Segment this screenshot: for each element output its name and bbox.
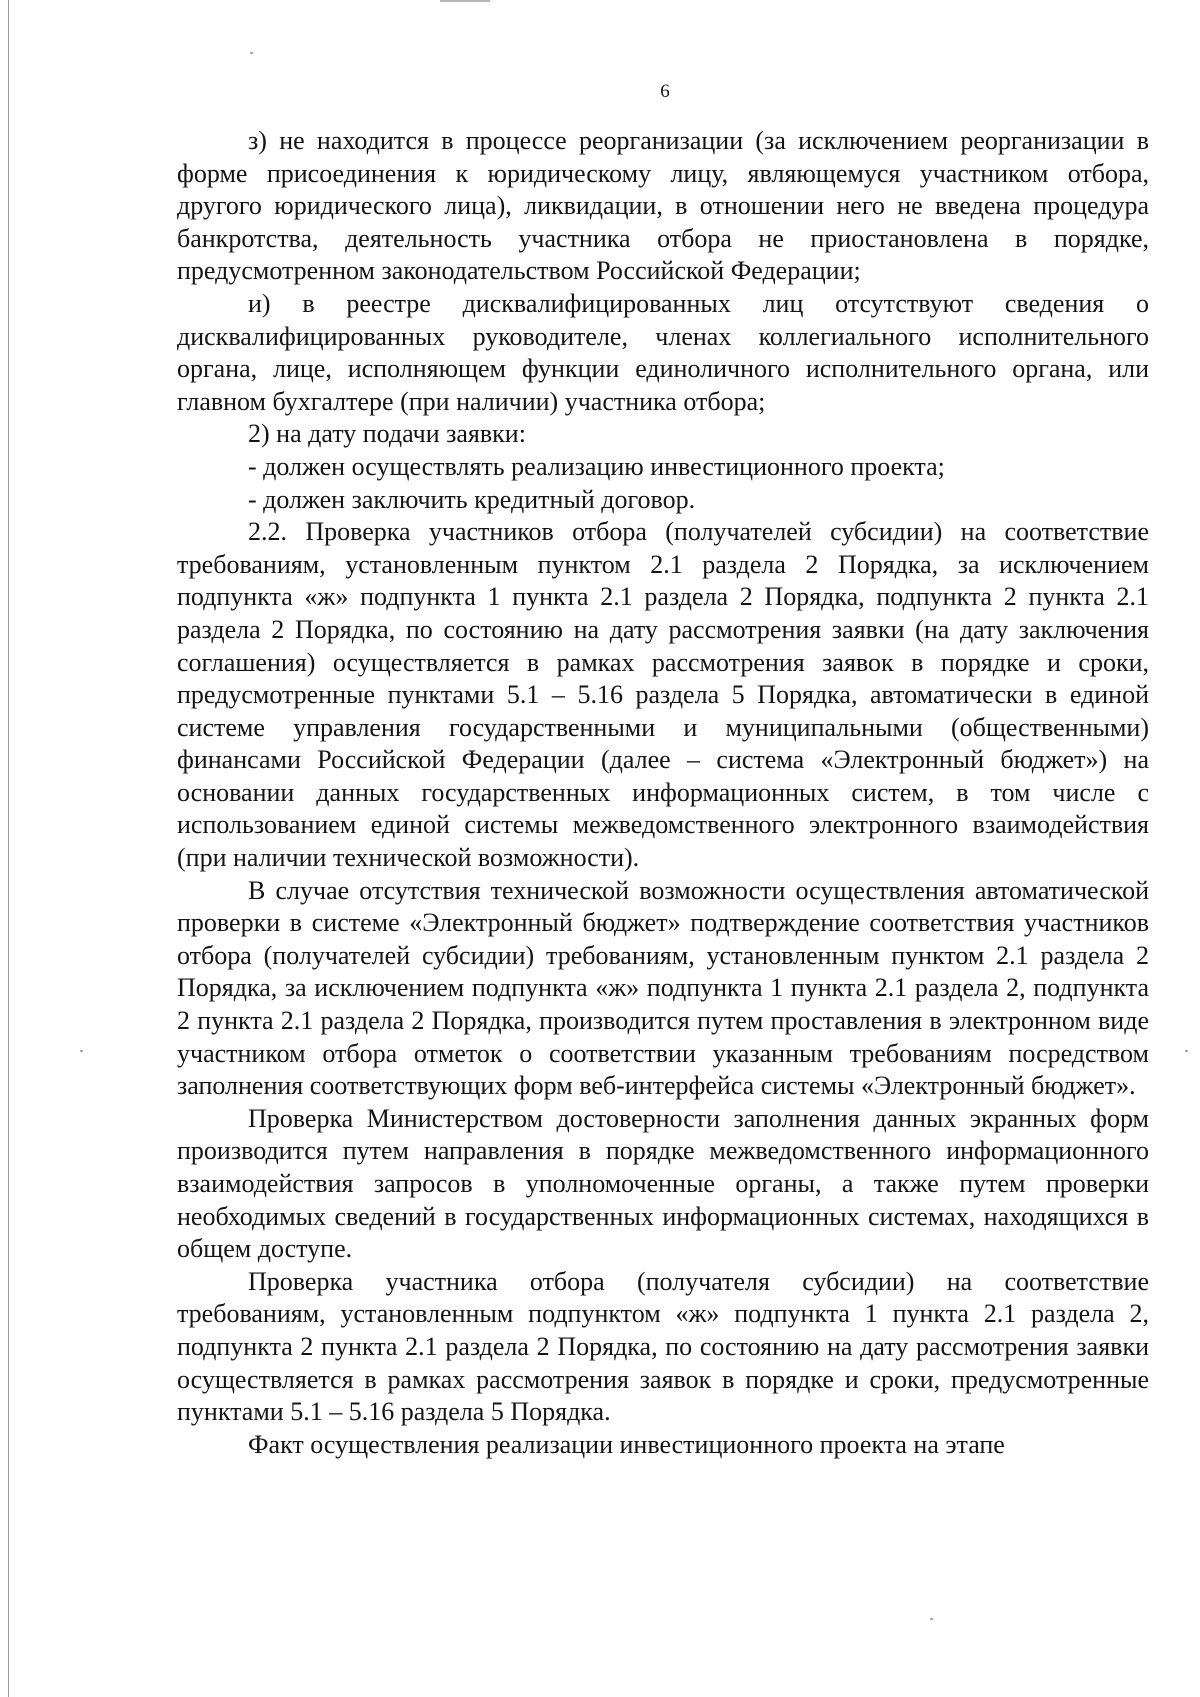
scan-speck [1185,1050,1188,1052]
list-item-dash: - должен заключить кредитный договор. [248,484,696,514]
list-item-dash: - должен осуществлять реализацию инвестиционного проекта; [248,451,945,481]
paragraph-manual-check: В случае отсутствия технической возможности осуществления автоматической проверки в системе «Электронный бюджет» подтверждение соответствия участников отбора (получателей субсидии) требованиям, установленным пунктом 2.1 раздела 2 Порядка, за исключением подпункта «ж» подпункта 1 пункта 2.1 раздела 2, подпункта 2 пункта 2.1 раздела 2 Порядка, производится путем проставления в электронном виде участником отбора отметок о соответствии указанным требованиям посредством заполнения соответствующих форм веб-интерфейса системы «Электронный бюджет». [177,875,1149,1101]
paragraph-subitem-i: и) в реестре дисквалифицированных лиц отсутствуют сведения о дисквалифицированных руководителе, членах коллегиального исполнительного органа, лице, исполняющем функции единоличного исполнительного органа, или главном бухгалтере (при наличии) участника отбора; [177,288,1149,416]
paragraph-fact: Факт осуществления реализации инвестиционного проекта на этапе [248,1429,1005,1459]
document-body [177,125,1149,1461]
paragraph-participant-check: Проверка участника отбора (получателя субсидии) на соответствие требованиям, установленным подпунктом «ж» подпункта 1 пункта 2.1 раздела 2, подпункта 2 пункта 2.1 раздела 2 Порядка, по состоянию на дату рассмотрения заявки осуществляется в рамках рассмотрения заявок в порядке и сроки, предусмотренные пунктами 5.1 – 5.16 раздела 5 Порядка. [177,1266,1149,1427]
scan-top-mark [440,0,490,2]
scan-edge-line [8,0,9,1697]
paragraph-ministry-check: Проверка Министерством достоверности заполнения данных экранных форм производится путем направления в порядке межведомственного информационного взаимодействия запросов в уполномоченные органы, а также путем проверки необходимых сведений в государственных информационных системах, находящихся в общем доступе. [177,1103,1149,1264]
scan-speck [80,1050,83,1052]
paragraph-section-2-2: 2.2. Проверка участников отбора (получателей субсидии) на соответствие требованиям, установленным пунктом 2.1 раздела 2 Порядка, за исключением подпункта «ж» подпункта 1 пункта 2.1 раздела 2 Порядка, подпункта 2 пункта 2.1 раздела 2 Порядка, по состоянию на дату рассмотрения заявки (на дату заключения соглашения) осуществляется в рамках рассмотрения заявок в порядке и сроки, предусмотренные пунктами 5.1 – 5.16 раздела 5 Порядка, автоматически в единой системе управления государственными и муниципальными (общественными) финансами Российской Федерации (далее – система «Электронный бюджет») на основании данных государственных информационных систем, в том числе с использованием единой системы межведомственного электронного взаимодействия (при наличии технической возможности). [177,517,1149,873]
scan-speck [930,1618,933,1620]
page-number: 6 [660,81,670,102]
paragraph-item-2: 2) на дату подачи заявки: [248,419,526,449]
paragraph-subitem-z: з) не находится в процессе реорганизации (за исключением реорганизации в форме присоединения к юридическому лицу, являющемуся участником отбора, другого юридического лица), ликвидации, в отношении него не введена процедура банкротства, деятельность участника отбора не приостановлена в порядке, предусмотренном законодательством Российской Федерации; [177,126,1149,286]
scan-speck [250,52,253,54]
